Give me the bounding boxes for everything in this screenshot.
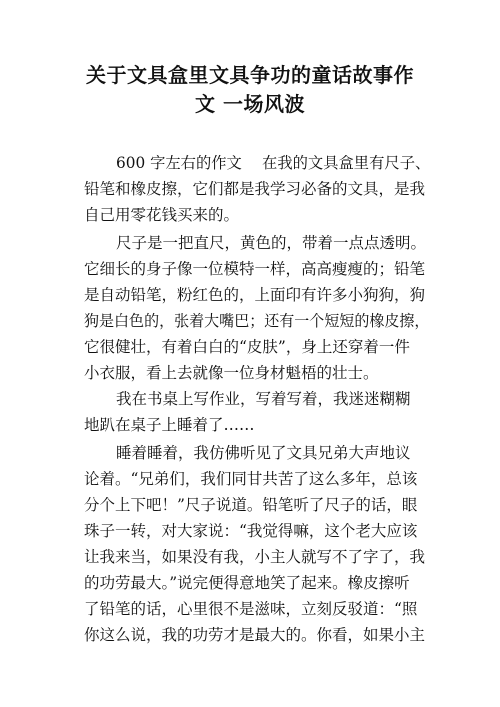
body-line-7: 狗是白色的，张着大嘴巴；还有一个短短的橡皮擦， — [84, 312, 430, 330]
body-line-12: 睡着睡着，我仿佛听见了文具兄弟大声地议 — [116, 444, 411, 462]
body-line-6: 是自动铅笔，粉红色的，上面印有许多小狗狗，狗 — [84, 286, 426, 304]
body-line-2: 铅笔和橡皮擦，它们都是我学习必备的文具，是我 — [84, 180, 426, 198]
body-line-5: 它细长的身子像一位模特一样，高高瘦瘦的；铅笔 — [84, 260, 426, 278]
body-line-13: 论着。“兄弟们，我们同甘共苦了这么多年，总该 — [84, 470, 418, 488]
body-line-11: 地趴在桌子上睡着了…… — [84, 416, 255, 434]
body-line-8: 它很健壮，有着白白的“皮肤”，身上还穿着一件 — [84, 338, 410, 356]
body-line-3: 自己用零花钱买来的。 — [84, 206, 240, 224]
document-title-line-1: 关于文具盒里文具争功的童话故事作 — [86, 63, 414, 87]
body-line-17: 的功劳最大。”说完便得意地笑了起来。橡皮擦听 — [84, 574, 410, 592]
body-line-18: 了铅笔的话，心里很不是滋味，立刻反驳道：“照 — [84, 600, 418, 618]
body-line-19: 你这么说，我的功劳才是最大的。你看，如果小主 — [84, 626, 426, 644]
document-title-line-2: 文 一场风波 — [195, 92, 305, 116]
body-line-14: 分个上下吧！”尺子说道。铅笔听了尺子的话，眼 — [84, 496, 418, 514]
body-line-16: 让我来当，如果没有我，小主人就写不了字了，我 — [84, 548, 426, 566]
body-line-1: 600 字左右的作文 在我的文具盒里有尺子、 — [116, 154, 431, 172]
body-line-9: 小衣服，看上去就像一位身材魁梧的壮士。 — [84, 364, 379, 382]
body-line-15: 珠子一转，对大家说：“我觉得嘛，这个老大应该 — [84, 522, 418, 540]
body-line-4: 尺子是一把直尺，黄色的，带着一点点透明。 — [116, 234, 427, 252]
body-line-10: 我在书桌上写作业，写着写着，我迷迷糊糊 — [116, 390, 411, 408]
